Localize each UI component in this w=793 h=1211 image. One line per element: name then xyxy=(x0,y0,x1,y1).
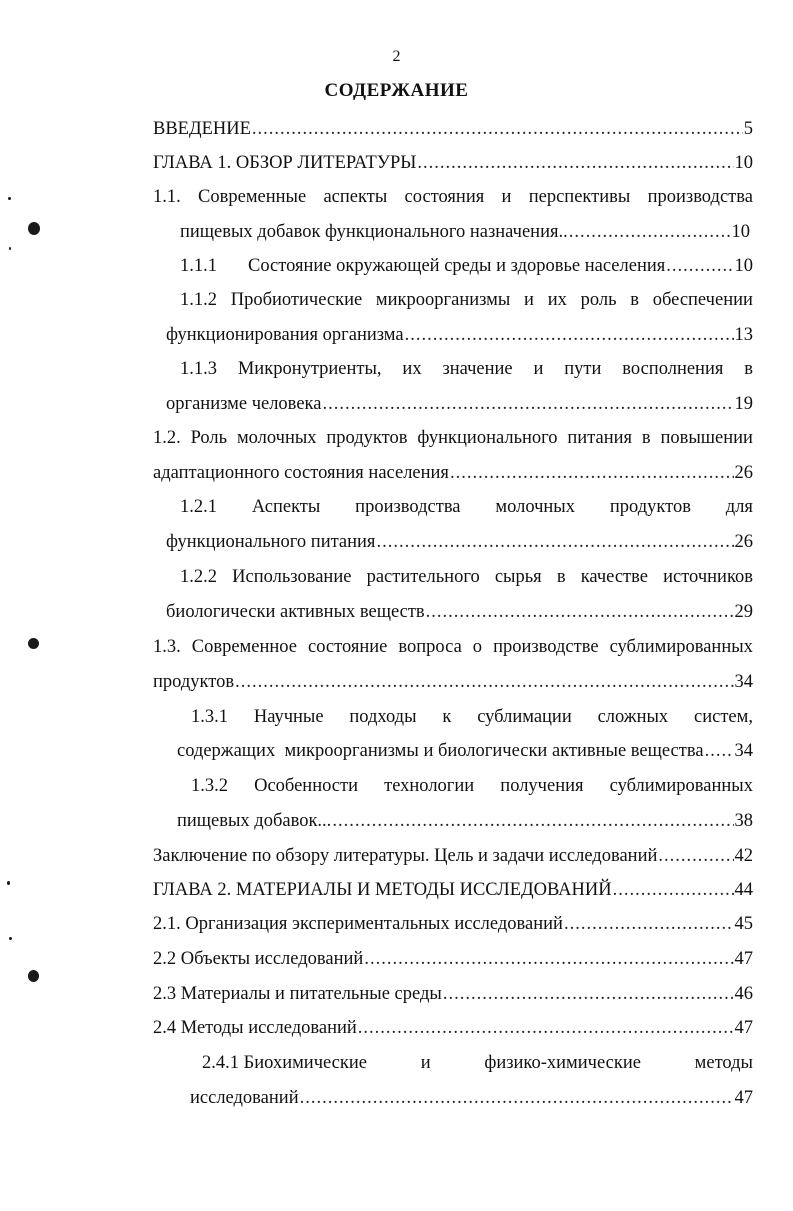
toc-entry-text: ГЛАВА 2. МАТЕРИАЛЫ И МЕТОДЫ ИССЛЕДОВАНИЙ xyxy=(153,880,612,900)
toc-word: 1.1.3 xyxy=(180,359,217,379)
toc-entry-text: продуктов xyxy=(153,672,235,692)
toc-word: сублимированных xyxy=(609,637,753,657)
toc-entry-1-3-line1 xyxy=(153,630,753,664)
toc-entry-page: 46 xyxy=(734,984,753,1004)
toc-word: 1.3.1 xyxy=(191,707,228,727)
toc-entry-page: 47 xyxy=(734,1088,753,1108)
toc-word: сублимации xyxy=(477,707,572,727)
toc-entry-chapter-1 xyxy=(153,146,753,180)
toc-word: 1.1. xyxy=(153,187,181,207)
toc-entry-2-3 xyxy=(153,977,753,1011)
toc-entry-2-4 xyxy=(153,1011,753,1045)
toc-entry-page: 19 xyxy=(734,394,753,414)
toc-word: в xyxy=(630,290,639,310)
toc-entry-1-1-2-line2 xyxy=(166,318,753,352)
scan-speck xyxy=(28,222,40,235)
toc-entry-1-2-line1 xyxy=(153,421,753,455)
toc-entry-text: 2.3 Материалы и питательные среды xyxy=(153,984,442,1004)
toc-word: значение xyxy=(442,359,513,379)
toc-word: физико-химические xyxy=(484,1053,641,1073)
toc-word: 1.2. xyxy=(153,428,181,448)
toc-word: обеспечении xyxy=(652,290,753,310)
toc-entry-page: 47 xyxy=(734,949,753,969)
toc-word: 1.2.1 xyxy=(180,497,217,517)
scan-speck xyxy=(28,638,39,649)
toc-entry-1-2-2-line1 xyxy=(180,560,753,594)
toc-entry-1-1-3-line1 xyxy=(180,352,753,386)
toc-word: аспекты xyxy=(323,187,388,207)
toc-word: питания xyxy=(567,428,633,448)
toc-word: сырья xyxy=(494,567,542,587)
toc-word: сублимированных xyxy=(609,776,753,796)
toc-word: состояния xyxy=(404,187,485,207)
scan-speck xyxy=(28,970,39,982)
toc-entry-text: адаптационного состояния населения xyxy=(153,463,449,483)
toc-entry-page: 45 xyxy=(734,914,753,934)
toc-entry-text: ВВЕДЕНИЕ xyxy=(153,119,251,139)
toc-entry-1-3-1-line1 xyxy=(191,700,753,734)
toc-word: Использование xyxy=(232,567,352,587)
toc-entry-page: 29 xyxy=(734,602,753,622)
toc-entry-2-2 xyxy=(153,942,753,976)
toc-word: пути xyxy=(564,359,602,379)
toc-word: сложных xyxy=(597,707,669,727)
page-title: СОДЕРЖАНИЕ xyxy=(324,80,469,101)
toc-word: молочных xyxy=(495,497,575,517)
toc-entry-page: 10 xyxy=(731,222,750,242)
toc-entry-text: исследований xyxy=(190,1088,299,1108)
toc-word: в xyxy=(641,428,651,448)
toc-word: методы xyxy=(694,1053,753,1073)
toc-word: повышении xyxy=(660,428,753,448)
toc-word: молочных xyxy=(236,428,317,448)
toc-word: роль xyxy=(580,290,617,310)
toc-word: и xyxy=(501,187,512,207)
toc-word: 1.1.2 xyxy=(180,290,217,310)
toc-entry-page: 38 xyxy=(734,811,753,831)
toc-entry-page: 10 xyxy=(734,256,753,276)
scan-speck xyxy=(9,937,12,940)
toc-entry-1-1-1 xyxy=(180,249,753,283)
toc-word: Пробиотические xyxy=(230,290,363,310)
toc-word: перспективы xyxy=(528,187,631,207)
toc-entry-1-3-line2 xyxy=(153,665,753,699)
toc-entry-page: 42 xyxy=(734,846,753,866)
toc-entry-text: 2.2 Объекты исследований xyxy=(153,949,364,969)
toc-entry-conclusion xyxy=(153,839,753,873)
toc-entry-2-1 xyxy=(153,907,753,941)
toc-word: микроорганизмы xyxy=(375,290,511,310)
scan-speck xyxy=(9,247,11,250)
scan-speck xyxy=(7,881,10,885)
toc-entry-1-2-line2 xyxy=(153,456,753,490)
toc-word: получения xyxy=(500,776,584,796)
toc-word: их xyxy=(402,359,422,379)
toc-word: восполнения xyxy=(622,359,724,379)
toc-word: продуктов xyxy=(609,497,691,517)
toc-entry-chapter-2 xyxy=(153,873,753,907)
toc-word: 1.3.2 xyxy=(191,776,228,796)
toc-entry-page: 26 xyxy=(734,532,753,552)
toc-entry-text: пищевых добавок функционального назначения.. xyxy=(180,222,568,242)
toc-word: в xyxy=(744,359,753,379)
toc-entry-text: 2.1. Организация экспериментальных исследований xyxy=(153,914,563,934)
toc-entry-text: пищевых добавок... xyxy=(177,811,332,831)
toc-entry-page: 47 xyxy=(734,1018,753,1038)
toc-word: для xyxy=(725,497,753,517)
toc-word: и xyxy=(533,359,544,379)
toc-word: Аспекты xyxy=(251,497,321,517)
toc-entry-page: 5 xyxy=(743,119,753,139)
toc-word: в xyxy=(556,567,566,587)
toc-entry-1-1-line1 xyxy=(153,180,753,214)
toc-entry-text: биологически активных веществ xyxy=(166,602,425,622)
toc-word: их xyxy=(547,290,567,310)
toc-word: вопроса xyxy=(398,637,462,657)
toc-word: растительного xyxy=(366,567,480,587)
toc-entry-text: Состояние окружающей среды и здоровье населения xyxy=(248,256,666,276)
toc-word: качестве xyxy=(580,567,648,587)
toc-word: Современные xyxy=(198,187,307,207)
toc-word: производства xyxy=(647,187,753,207)
toc-word: Особенности xyxy=(254,776,359,796)
toc-word: Современное xyxy=(191,637,297,657)
toc-word: систем, xyxy=(694,707,753,727)
toc-word: и xyxy=(420,1053,431,1073)
toc-entry-1-2-1-line2 xyxy=(166,525,753,559)
toc-word: Роль xyxy=(190,428,228,448)
toc-entry-text: 2.4 Методы исследований xyxy=(153,1018,357,1038)
toc-entry-code: 1.1.1 xyxy=(180,256,217,276)
toc-entry-2-4-1-line1 xyxy=(202,1046,753,1080)
toc-entry-page: 34 xyxy=(734,741,753,761)
toc-entry-1-2-2-line2 xyxy=(166,595,753,629)
toc-entry-page: 26 xyxy=(734,463,753,483)
toc-entry-page: 13 xyxy=(734,325,753,345)
toc-word: 1.2.2 xyxy=(180,567,217,587)
toc-entry-1-1-line2 xyxy=(180,215,750,249)
toc-word: производства xyxy=(355,497,461,517)
toc-word: 2.4.1 Биохимические xyxy=(202,1053,367,1073)
toc-entry-introduction xyxy=(153,112,753,146)
toc-word: функционального xyxy=(417,428,558,448)
toc-entry-1-2-1-line1 xyxy=(180,490,753,524)
toc-entry-text: функционального питания xyxy=(166,532,376,552)
toc-entry-1-1-3-line2 xyxy=(166,387,753,421)
toc-entry-text: содержащих микроорганизмы и биологически активные вещества xyxy=(177,741,704,761)
page-number: 2 xyxy=(392,48,401,65)
toc-entry-1-3-1-line2 xyxy=(177,734,753,768)
toc-word: продуктов xyxy=(326,428,408,448)
toc-word: подходы xyxy=(349,707,417,727)
toc-entry-page: 34 xyxy=(734,672,753,692)
toc-word: 1.3. xyxy=(153,637,181,657)
toc-entry-page: 44 xyxy=(734,880,753,900)
toc-word: о xyxy=(472,637,483,657)
toc-entry-1-3-2-line2 xyxy=(177,804,753,838)
toc-word: и xyxy=(524,290,534,310)
toc-entry-page: 10 xyxy=(734,153,753,173)
toc-word: состояние xyxy=(307,637,388,657)
toc-entry-text: функционирования организма xyxy=(166,325,404,345)
scan-speck xyxy=(8,197,11,200)
toc-entry-text: организме человека xyxy=(166,394,322,414)
toc-entry-text: Заключение по обзору литературы. Цель и задачи исследований xyxy=(153,846,658,866)
toc-word: производстве xyxy=(493,637,599,657)
toc-entry-2-4-1-line2 xyxy=(190,1081,753,1115)
toc-word: Микронутриенты, xyxy=(237,359,382,379)
toc-word: технологии xyxy=(384,776,475,796)
toc-word: источников xyxy=(663,567,753,587)
toc-entry-text: ГЛАВА 1. ОБЗОР ЛИТЕРАТУРЫ xyxy=(153,153,417,173)
toc-word: к xyxy=(442,707,452,727)
toc-entry-1-1-2-line1 xyxy=(180,283,753,317)
toc-word: Научные xyxy=(253,707,324,727)
toc-entry-1-3-2-line1 xyxy=(191,769,753,803)
